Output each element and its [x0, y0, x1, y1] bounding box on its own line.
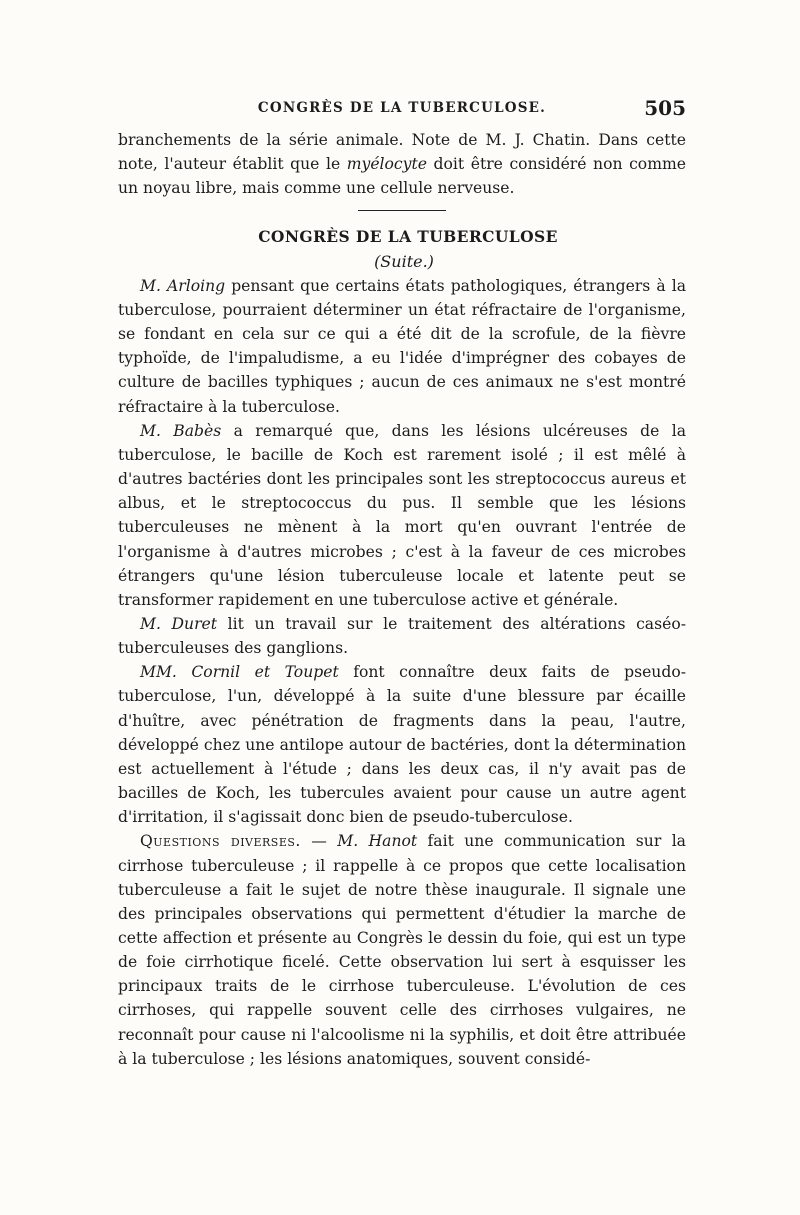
- intro-text-start: branchements de la série animale. Note de M. J. Chatin. Dans cette note, l'auteur établit que le: [118, 131, 686, 174]
- questions-heading: Questions diverses.: [140, 832, 301, 851]
- speaker-cornil-toupet: MM. Cornil et Toupet: [140, 663, 339, 682]
- speaker-hanot: M. Hanot: [337, 832, 418, 851]
- text-arloing: pensant que certains états pathologiques, étrangers à la tuberculose, pourraient déterminer un état réfractaire de l'organisme, se fondant en cela sur ce qui a été dit de la scrofule, de la fièvre typhoïde, de l'impaludisme, a eu l'idée d'imprégner des cobayes de culture de bacilles typhiques ; aucun de ces animaux ne s'est montré réfractaire à la tuberculose.: [118, 276, 686, 416]
- section-title: CONGRÈS DE LA TUBERCULOSE: [258, 227, 558, 247]
- text-duret: lit un travail sur le traitement des altérations caséo-tuberculeuses des ganglions.: [118, 614, 686, 658]
- paragraph-cornil-toupet: [118, 660, 686, 829]
- speaker-babes: M. Babès: [140, 421, 222, 440]
- paragraph-babes: [118, 419, 686, 612]
- intro-term: myélocyte: [346, 155, 427, 174]
- text-cornil-toupet: font connaître deux faits de pseudo-tuberculose, l'un, développé à la suite d'une blessure par écaille d'huître, avec pénétration de fragments dans la peau, l'autre, développé chez une antilope autour de bactéries, dont la détermination est actuellement à l'étude ; dans les deux cas, il n'y avait pas de bacilles de Koch, les tubercules avaient pour cause un autre agent d'irritation, il s'agissait donc bien de pseudo-tuberculose.: [118, 663, 686, 827]
- running-head: CONGRÈS DE LA TUBERCULOSE.: [257, 100, 547, 116]
- paragraph-arloing: [118, 274, 686, 419]
- questions-dash: —: [300, 832, 338, 851]
- paragraph-duret: [118, 612, 686, 660]
- page-header: [118, 96, 686, 126]
- intro-paragraph: [118, 128, 686, 200]
- text-babes: a remarqué que, dans les lésions ulcéreuses de la tuberculose, le bacille de Koch est rarement isolé ; il est mêlé à d'autres bactéries dont les principales sont les streptococcus aureus et albus, et le streptococcus du pus. Il semble que les lésions tuberculeuses ne mènent à la mort qu'en ouvrant l'entrée de l'organisme à d'autres microbes ; c'est à la faveur de ces microbes étrangers qu'une lésion tuberculeuse locale et latente peut se transformer rapidement en une tuberculose active et générale.: [118, 421, 686, 609]
- text-hanot: fait une communication sur la cirrhose tuberculeuse ; il rappelle à ce propos que cette localisation tuberculeuse a fait le sujet de notre thèse inaugurale. Il signale une des principales observations qui permettent d'étudier la marche de cette affection et présente au Congrès le dessin du foie, qui est un type de foie cirrhotique ficelé. Cette observation lui sert à esquisser les principaux traits de le cirrhose tuberculeuse. L'évolution de ces cirrhoses, qui rappelle souvent celle des cirrhoses vulgaires, ne reconnaît pour cause ni l'alcoolisme ni la syphilis, et doit être attribuée à la tuberculose ; les lésions anatomiques, souvent considé-: [118, 832, 686, 1068]
- intro-text-end: doit être considéré non comme un noyau libre, mais comme une cellule nerveuse.: [118, 155, 686, 198]
- speaker-duret: M. Duret: [140, 614, 218, 633]
- page-number: 505: [644, 96, 686, 120]
- page-body: [118, 128, 686, 1071]
- paragraph-questions-diverses: [118, 829, 686, 1071]
- section-divider: [358, 210, 446, 211]
- speaker-arloing: M. Arloing: [140, 276, 226, 295]
- section-subtitle: (Suite.): [374, 251, 434, 271]
